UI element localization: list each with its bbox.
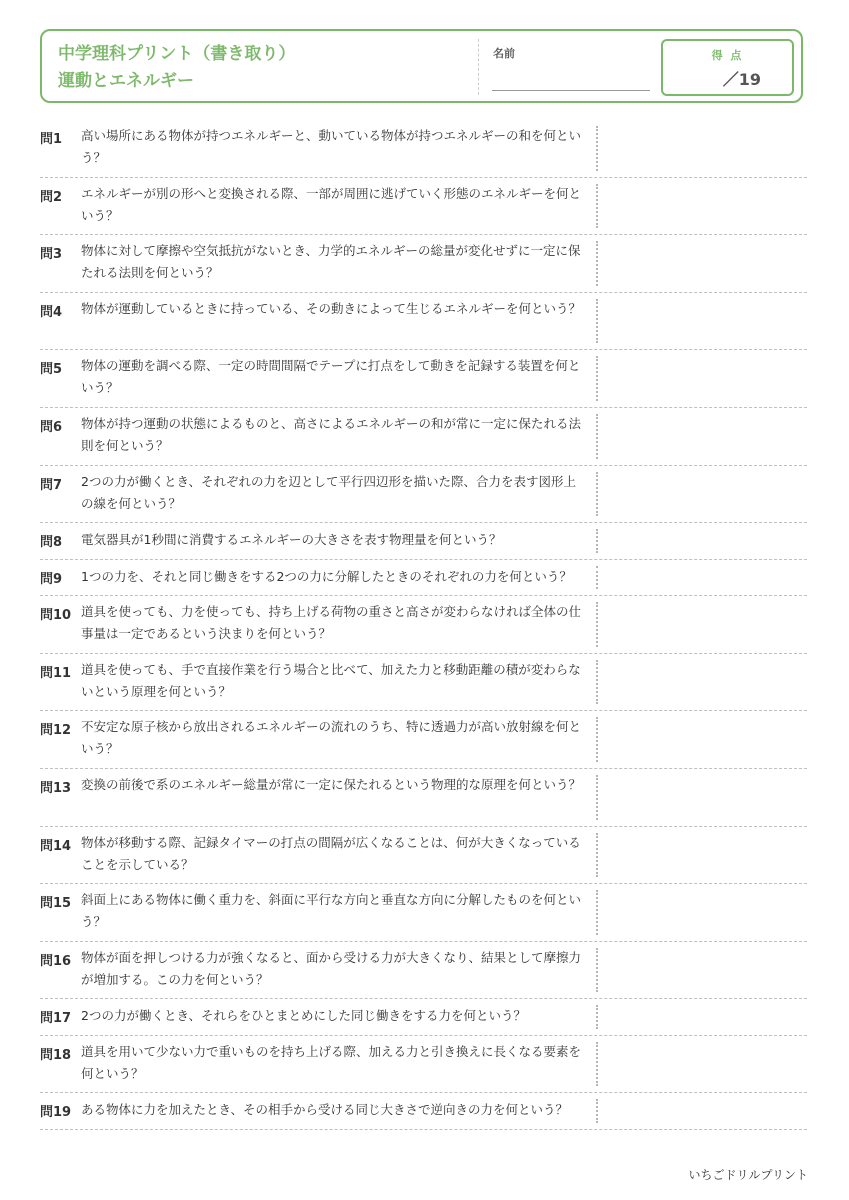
question-text: ある物体に力を加えたとき、その相手から受ける同じ大きさで逆向きの力を何という？ bbox=[81, 1102, 569, 1118]
question-number: 問5 bbox=[40, 362, 63, 378]
question-text: 道具を用いて少ない力で重いものを持ち上げる際、加える力と引き換えに長くなる要素を何という？ bbox=[81, 1043, 582, 1081]
answer-field[interactable] bbox=[596, 184, 598, 229]
question-list bbox=[40, 120, 807, 1130]
question-number: 問1 bbox=[40, 132, 63, 147]
question-row bbox=[40, 711, 807, 769]
question-row bbox=[40, 654, 807, 712]
question-row bbox=[40, 178, 807, 236]
question-number: 問4 bbox=[40, 304, 63, 320]
question-text: エネルギーが別の形へと変換される際、一部が周囲に逃げていく形態のエネルギーを何という？ bbox=[81, 185, 582, 223]
question-text: 電気器具が1秒間に消費するエネルギーの大きさを表す物理量を何という？ bbox=[81, 532, 502, 548]
question-number: 問8 bbox=[40, 535, 63, 551]
question-text: 1つの力を、それと同じ働きをする2つの力に分解したときのそれぞれの力を何という？ bbox=[81, 568, 572, 584]
answer-field[interactable] bbox=[596, 1005, 598, 1029]
question-number: 問3 bbox=[40, 247, 63, 263]
answer-field[interactable] bbox=[596, 472, 598, 517]
question-text: 道具を使っても、力を使っても、持ち上げる荷物の重さと高さが変わらなければ全体の仕事量は一定であるという決まりを何という？ bbox=[81, 604, 582, 642]
answer-field[interactable] bbox=[596, 299, 598, 344]
question-row bbox=[40, 827, 807, 885]
question-row bbox=[40, 350, 807, 408]
score-box bbox=[661, 39, 794, 96]
answer-field[interactable] bbox=[596, 948, 598, 993]
answer-field[interactable] bbox=[596, 890, 598, 935]
question-number: 問6 bbox=[40, 419, 63, 435]
name-field[interactable] bbox=[492, 90, 650, 91]
worksheet-subtitle: 運動とエネルギー bbox=[58, 71, 194, 91]
question-text: 不安定な原子核から放出されるエネルギーの流れのうち、特に透過力が高い放射線を何という？ bbox=[81, 719, 582, 757]
question-text: 変換の前後で系のエネルギー総量が常に一定に保たれるという物理的な原理を何という？ bbox=[81, 776, 582, 792]
question-text: 道具を使っても、手で直接作業を行う場合と比べて、加えた力と移動距離の積が変わらないという原理を何という？ bbox=[81, 661, 581, 699]
question-row bbox=[40, 466, 807, 524]
question-row bbox=[40, 293, 807, 351]
worksheet-header bbox=[40, 29, 803, 103]
question-number: 問10 bbox=[40, 608, 72, 624]
answer-field[interactable] bbox=[596, 529, 598, 553]
question-row bbox=[40, 884, 807, 942]
question-text: 物体が運動しているときに持っている、その動きによって生じるエネルギーを何という？ bbox=[81, 300, 582, 316]
question-row bbox=[40, 408, 807, 466]
question-text: 2つの力が働くとき、それぞれの力を辺として平行四辺形を描いた際、合力を表す図形上の線を何という？ bbox=[81, 473, 576, 511]
question-row bbox=[40, 942, 807, 1000]
answer-field[interactable] bbox=[596, 126, 598, 171]
question-number: 問18 bbox=[40, 1047, 72, 1063]
answer-field[interactable] bbox=[596, 241, 598, 286]
answer-field[interactable] bbox=[596, 414, 598, 459]
question-text: 物体が持つ運動の状態によるものと、高さによるエネルギーの和が常に一定に保たれる法則を何という？ bbox=[81, 415, 582, 453]
question-row bbox=[40, 120, 807, 178]
answer-field[interactable] bbox=[596, 602, 598, 647]
question-text: 物体の運動を調べる際、一定の時間間隔でテープに打点をして動きを記録する装置を何という？ bbox=[81, 358, 581, 396]
question-text: 2つの力が働くとき、それらをひとまとめにした同じ働きをする力を何という？ bbox=[81, 1008, 526, 1024]
title-block bbox=[58, 41, 295, 95]
answer-field[interactable] bbox=[596, 660, 598, 705]
answer-field[interactable] bbox=[596, 717, 598, 762]
worksheet-title: 中学理科プリント（書き取り） bbox=[58, 44, 296, 64]
footer-brand: いちごドリルプリント bbox=[688, 1168, 808, 1182]
question-row bbox=[40, 999, 807, 1036]
question-number: 問11 bbox=[40, 665, 72, 681]
answer-field[interactable] bbox=[596, 833, 598, 878]
question-number: 問7 bbox=[40, 477, 63, 493]
question-text: 物体が移動する際、記録タイマーの打点の間隔が広くなることは、何が大きくなっていることを示している？ bbox=[81, 834, 581, 872]
question-number: 問17 bbox=[40, 1011, 72, 1027]
answer-field[interactable] bbox=[596, 356, 598, 401]
question-number: 問12 bbox=[40, 723, 72, 739]
question-number: 問13 bbox=[40, 780, 72, 796]
header-divider bbox=[478, 39, 479, 95]
question-row bbox=[40, 596, 807, 654]
question-row bbox=[40, 560, 807, 597]
question-text: 斜面上にある物体に働く重力を、斜面に平行な方向と垂直な方向に分解したものを何という？ bbox=[81, 892, 582, 930]
question-row bbox=[40, 1093, 807, 1130]
question-row bbox=[40, 523, 807, 560]
question-row bbox=[40, 235, 807, 293]
question-number: 問16 bbox=[40, 953, 72, 969]
question-number: 問2 bbox=[40, 189, 63, 205]
answer-field[interactable] bbox=[596, 566, 598, 590]
question-text: 高い場所にある物体が持つエネルギーと、動いている物体が持つエネルギーの和を何という？ bbox=[81, 128, 582, 165]
answer-field[interactable] bbox=[596, 1099, 598, 1123]
answer-field[interactable] bbox=[596, 775, 598, 820]
name-label: 名前 bbox=[493, 47, 515, 60]
question-number: 問9 bbox=[40, 571, 63, 587]
answer-field[interactable] bbox=[596, 1042, 598, 1087]
question-row bbox=[40, 1036, 807, 1094]
question-text: 物体に対して摩擦や空気抵抗がないとき、力学的エネルギーの総量が変化せずに一定に保たれる法則を何という？ bbox=[81, 243, 581, 281]
score-total: ／19 bbox=[722, 70, 761, 89]
question-number: 問15 bbox=[40, 896, 72, 912]
question-number: 問19 bbox=[40, 1105, 72, 1121]
score-label: 得 点 bbox=[711, 49, 744, 62]
question-text: 物体が面を押しつける力が強くなると、面から受ける力が大きくなり、結果として摩擦力が増加する。この力を何という？ bbox=[81, 949, 582, 987]
question-row bbox=[40, 769, 807, 827]
question-number: 問14 bbox=[40, 838, 72, 854]
